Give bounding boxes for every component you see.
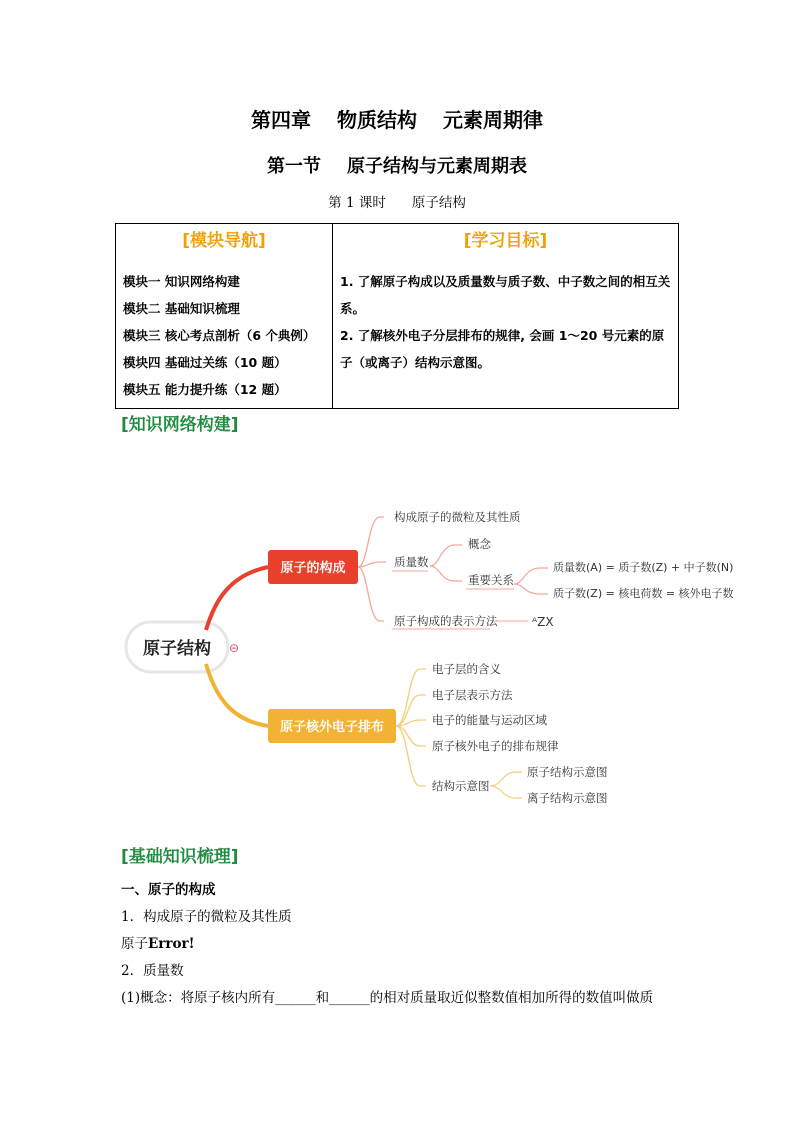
node-notation-method[interactable]: 原子构成的表示方法: [394, 614, 498, 628]
node-arrangement-rules[interactable]: 原子核外电子的排布规律: [432, 739, 559, 753]
node-mass-number[interactable]: 质量数: [394, 555, 429, 569]
mindmap-root-node[interactable]: [126, 622, 228, 672]
paragraph-mass-number: 2．质量数: [121, 963, 184, 979]
collapse-icon[interactable]: ⊖: [228, 641, 240, 655]
paragraph-concept: (1)概念：将原子核内所有______和______的相对质量取近似整数值相加所得的数值叫做质: [121, 990, 654, 1006]
learning-goal: 1. 了解原子构成以及质量数与质子数、中子数之间的相互关系。: [340, 274, 671, 316]
branch-connector-red: [206, 567, 268, 630]
lesson-title: 第 1 课时 原子结构: [328, 195, 466, 211]
node-relation-1[interactable]: 质量数(A) = 质子数(Z) + 中子数(N): [553, 561, 734, 574]
svg-text:原子核外电子排布: 原子核外电子排布: [279, 720, 385, 735]
branch-node-electron-arrangement[interactable]: [268, 709, 396, 743]
node-concept[interactable]: 概念: [468, 537, 491, 551]
node-shell-notation[interactable]: 电子层表示方法: [432, 688, 513, 702]
branch-node-atom-composition[interactable]: [268, 550, 358, 584]
learning-goals-header: [学习目标]: [463, 231, 548, 251]
node-ion-diagram[interactable]: 离子结构示意图: [527, 791, 608, 805]
section-heading-network: [知识网络构建]: [121, 415, 239, 435]
node-notation-symbol[interactable]: ᴬZX: [532, 615, 554, 629]
module-nav-cell: [116, 224, 333, 409]
node-electron-shell-meaning[interactable]: 电子层的含义: [432, 662, 501, 676]
node-structure-diagram[interactable]: 结构示意图: [432, 779, 490, 793]
section-heading-basic: [基础知识梳理]: [121, 847, 239, 867]
module-item: 模块二 基础知识梳理: [123, 301, 240, 316]
module-item: 模块三 核心考点剖析（6 个典例）: [123, 328, 316, 343]
chapter-title: 第四章 物质结构 元素周期律: [251, 108, 543, 132]
node-energy-region[interactable]: 电子的能量与运动区域: [432, 713, 547, 727]
node-atom-diagram[interactable]: 原子结构示意图: [527, 765, 608, 779]
module-nav-header: [模块导航]: [182, 231, 266, 251]
node-particles[interactable]: 构成原子的微粒及其性质: [394, 510, 521, 524]
module-item: 模块五 能力提升练（12 题）: [123, 382, 287, 397]
learning-goals-cell: [333, 224, 679, 409]
node-relation-2[interactable]: 质子数(Z) = 核电荷数 = 核外电子数: [553, 587, 734, 600]
module-item: 模块一 知识网络构建: [123, 274, 240, 289]
learning-goal: 2. 了解核外电子分层排布的规律, 会画 1～20 号元素的原子（或离子）结构示意图。: [340, 328, 665, 370]
branch-connector-orange: [206, 664, 268, 726]
section-title: 第一节 原子结构与元素周期表: [267, 156, 527, 177]
node-relations[interactable]: 重要关系: [468, 573, 514, 587]
mindmap-root-label: 原子结构: [143, 639, 211, 659]
mindmap: [0, 480, 794, 820]
svg-text:原子的构成: 原子的构成: [280, 561, 346, 576]
heading-atom-composition: 一、原子的构成: [121, 882, 216, 898]
module-navigation-table: [115, 223, 679, 409]
module-item: 模块四 基础过关练（10 题）: [123, 355, 287, 370]
error-text: Error!: [148, 936, 195, 952]
paragraph-particles: 1．构成原子的微粒及其性质: [121, 909, 292, 925]
paragraph-atom-error: 原子Error!: [121, 936, 195, 952]
